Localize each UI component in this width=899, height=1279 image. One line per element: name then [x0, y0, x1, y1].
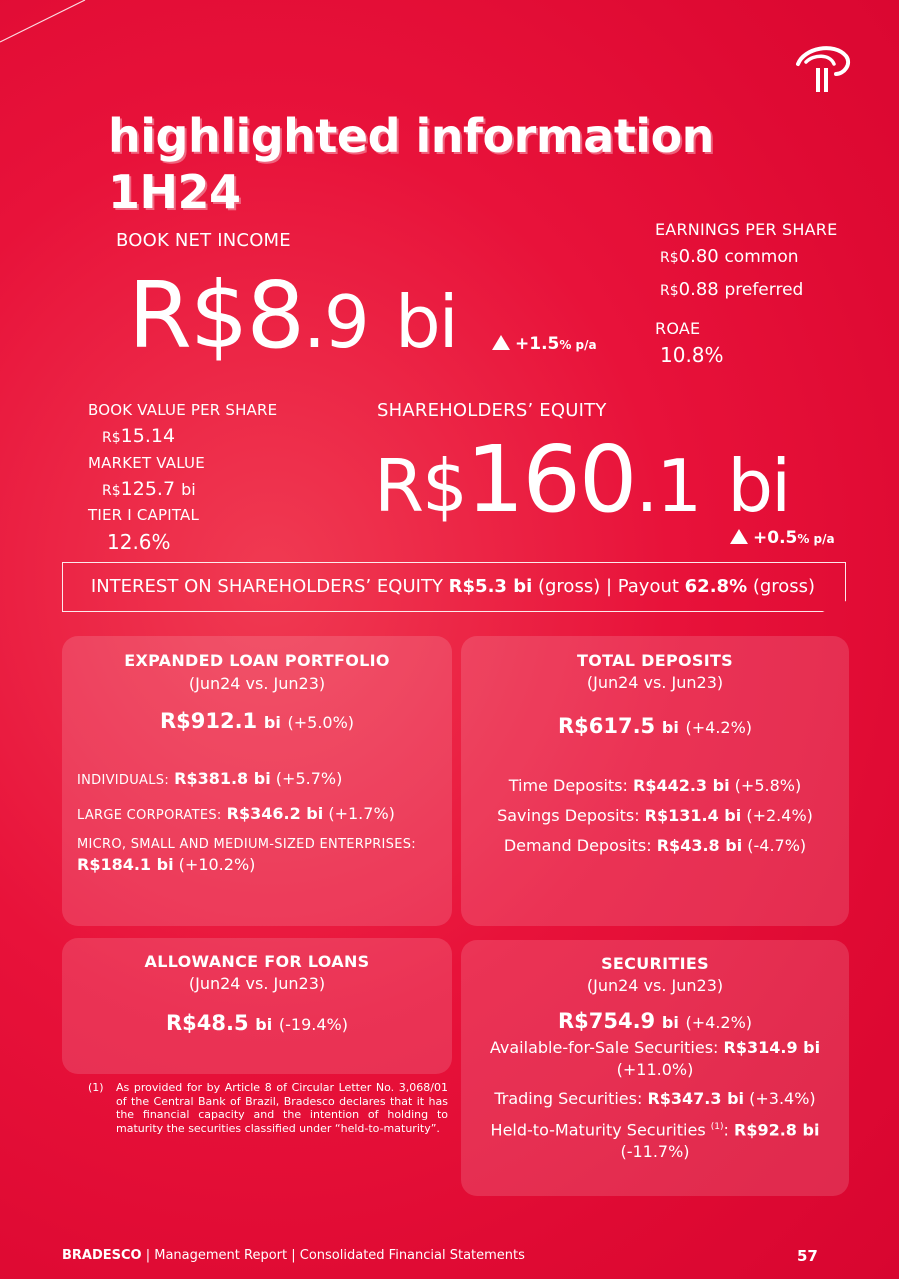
deposits-title: TOTAL DEPOSITS — [577, 651, 733, 670]
loan-micro-value: R$184.1 bi — [77, 855, 174, 874]
htm-value: R$92.8 bi — [734, 1120, 820, 1140]
loan-micro-change: (+10.2%) — [178, 855, 256, 874]
securities-total-value: R$754.9 — [557, 1009, 656, 1033]
market-value-unit: bi — [181, 480, 196, 499]
payout-gross: (gross) — [747, 576, 816, 597]
book-net-income-change-unit: % p/a — [559, 338, 597, 352]
book-net-income-dec: .9 — [303, 280, 368, 364]
time-deposits-value: R$442.3 bi — [633, 776, 730, 795]
eps-preferred-label: preferred — [724, 280, 804, 300]
afs-securities — [461, 1037, 849, 1081]
book-value-amount: 15.14 — [120, 425, 176, 447]
trading-securities — [461, 1089, 849, 1108]
securities-card — [461, 940, 849, 1196]
loan-micro-label: MICRO, SMALL AND MEDIUM-SIZED ENTERPRISES: — [77, 837, 416, 852]
securities-total-unit: bi — [661, 1013, 679, 1032]
savings-deposits-label: Savings Deposits: — [497, 806, 640, 825]
allowance-total-unit: bi — [255, 1015, 273, 1034]
page-title — [108, 108, 714, 220]
htm-change: (-11.7%) — [620, 1142, 690, 1162]
eps-common-value: 0.80 — [678, 246, 719, 267]
demand-deposits-value: R$43.8 bi — [656, 836, 743, 855]
book-net-income-label: BOOK NET INCOME — [116, 230, 291, 251]
title-line-1: highlighted information — [108, 109, 714, 163]
htm-securities: Held-to-Maturity Securities $^{(1)}$: R$92.8 bi (-11.7%) — [490, 1120, 820, 1162]
loan-large-value: R$346.2 bi — [226, 804, 324, 823]
trading-label: Trading Securities: — [494, 1089, 643, 1108]
up-triangle-icon — [492, 335, 510, 350]
shareholders-equity-change-unit: % p/a — [797, 532, 835, 546]
interest-value: R$5.3 bi — [448, 576, 533, 597]
book-value-per-share-label: BOOK VALUE PER SHARE — [88, 401, 278, 419]
loan-individuals-change: (+5.7%) — [275, 769, 343, 788]
eps-common-label: common — [724, 247, 799, 267]
htm-label: Held-to-Maturity Securities — [490, 1120, 706, 1140]
time-deposits-change: (+5.8%) — [734, 776, 802, 795]
afs-label: Available-for-Sale Securities: — [489, 1038, 719, 1057]
shareholders-equity-currency: R$ — [374, 444, 466, 528]
footer-brand: BRADESCO — [62, 1248, 142, 1263]
shareholders-equity-value — [374, 426, 790, 536]
shareholders-equity-change-value: +0.5 — [753, 528, 798, 548]
shareholders-equity-change — [730, 528, 835, 548]
book-value-per-share-value — [102, 425, 175, 447]
securities-period: (Jun24 vs. Jun23) — [586, 976, 724, 995]
book-value-currency: R$ — [102, 430, 121, 446]
tier1-label: TIER I CAPITAL — [88, 506, 200, 524]
loan-portfolio-total — [62, 709, 452, 733]
shareholders-equity-int: 160 — [465, 426, 636, 533]
allowance-total — [62, 1011, 452, 1035]
loan-portfolio-card — [62, 636, 452, 926]
book-net-income-int: 8 — [246, 262, 304, 369]
tier1-value: 12.6% — [107, 530, 171, 554]
allowance-card — [62, 938, 452, 1074]
demand-deposits-change: (-4.7%) — [747, 836, 807, 855]
roae-label: ROAE — [655, 319, 701, 338]
trading-value: R$347.3 bi — [647, 1089, 745, 1108]
shareholders-equity-dec: .1 — [635, 444, 701, 528]
savings-deposits-value: R$131.4 bi — [644, 806, 742, 825]
afs-value: R$314.9 bi — [723, 1038, 821, 1057]
book-net-income-unit: bi — [394, 280, 457, 364]
deposits-total — [461, 714, 849, 738]
eps-common-currency: R$ — [660, 250, 679, 266]
loan-portfolio-total-change: (+5.0%) — [287, 713, 355, 732]
roae-value: 10.8% — [660, 343, 724, 367]
corner-decoration — [0, 0, 120, 50]
eps-label: EARNINGS PER SHARE — [655, 220, 838, 239]
securities-total — [461, 1009, 849, 1033]
savings-deposits — [461, 806, 849, 825]
allowance-period: (Jun24 vs. Jun23) — [188, 974, 326, 993]
securities-title: SECURITIES — [601, 954, 709, 973]
loan-portfolio-title: EXPANDED LOAN PORTFOLIO — [124, 651, 390, 670]
book-net-income-change — [492, 334, 597, 354]
eps-common — [660, 246, 799, 267]
deposits-total-change: (+4.2%) — [685, 718, 753, 737]
interest-gross: (gross) | Payout — [532, 576, 685, 597]
page-footer — [62, 1248, 525, 1263]
loan-individuals-label: INDIVIDUALS: — [77, 773, 170, 788]
footnote-mark: (1) — [88, 1081, 104, 1094]
allowance-total-change: (-19.4%) — [278, 1015, 348, 1034]
total-deposits-card — [461, 636, 849, 926]
deposits-total-value: R$617.5 — [557, 714, 656, 738]
page-number: 57 — [797, 1247, 818, 1265]
demand-deposits-label: Demand Deposits: — [503, 836, 652, 855]
loan-portfolio-total-unit: bi — [263, 713, 281, 732]
trading-change: (+3.4%) — [749, 1089, 816, 1108]
loan-individuals-value: R$381.8 bi — [174, 769, 271, 788]
time-deposits-label: Time Deposits: — [508, 776, 628, 795]
interest-banner — [62, 576, 844, 597]
time-deposits — [461, 776, 849, 795]
allowance-title: ALLOWANCE FOR LOANS — [144, 952, 370, 971]
footer-text: | Management Report | Consolidated Financial Statements — [141, 1248, 525, 1263]
allowance-total-value: R$48.5 — [165, 1011, 249, 1035]
market-value-label: MARKET VALUE — [88, 454, 205, 472]
loan-large-corporates — [77, 804, 452, 823]
shareholders-equity-label: SHAREHOLDERS’ EQUITY — [377, 400, 607, 421]
loan-large-label: LARGE CORPORATES: — [77, 808, 222, 823]
demand-deposits — [461, 836, 849, 855]
loan-portfolio-total-value: R$912.1 — [159, 709, 258, 733]
loan-large-change: (+1.7%) — [328, 804, 395, 823]
deposits-period: (Jun24 vs. Jun23) — [586, 673, 724, 692]
up-triangle-icon — [730, 529, 748, 544]
securities-total-change: (+4.2%) — [685, 1013, 753, 1032]
afs-change: (+11.0%) — [616, 1060, 694, 1079]
bradesco-logo-icon — [794, 40, 852, 96]
eps-preferred-currency: R$ — [660, 283, 679, 299]
footnote-text: As provided for by Article 8 of Circular Letter No. 3,068/01 of the Central Bank of Brazil, Bradesco declares that it has the financial capacity and the intention of holding to maturity the securities classified under “held-to-maturity”. — [116, 1081, 448, 1135]
eps-preferred-value: 0.88 — [678, 279, 719, 300]
loan-individuals — [77, 769, 452, 788]
payout-value: 62.8% — [684, 576, 748, 597]
book-net-income-currency: R$ — [128, 262, 247, 369]
savings-deposits-change: (+2.4%) — [746, 806, 813, 825]
market-value-currency: R$ — [102, 483, 121, 499]
book-net-income-value — [128, 262, 457, 372]
htm-note: (1) — [710, 1122, 724, 1132]
book-net-income-change-value: +1.5 — [515, 334, 560, 354]
eps-preferred — [660, 279, 803, 300]
interest-prefix: INTEREST ON SHAREHOLDERS’ EQUITY — [90, 576, 449, 597]
market-value-value — [102, 478, 196, 500]
market-value-amount: 125.7 — [120, 478, 176, 500]
footnote — [88, 1081, 448, 1135]
loan-micro-small-medium — [77, 837, 452, 874]
deposits-total-unit: bi — [661, 718, 679, 737]
title-line-2: 1H24 — [108, 165, 241, 219]
shareholders-equity-unit: bi — [727, 444, 790, 528]
loan-portfolio-period: (Jun24 vs. Jun23) — [188, 674, 326, 693]
